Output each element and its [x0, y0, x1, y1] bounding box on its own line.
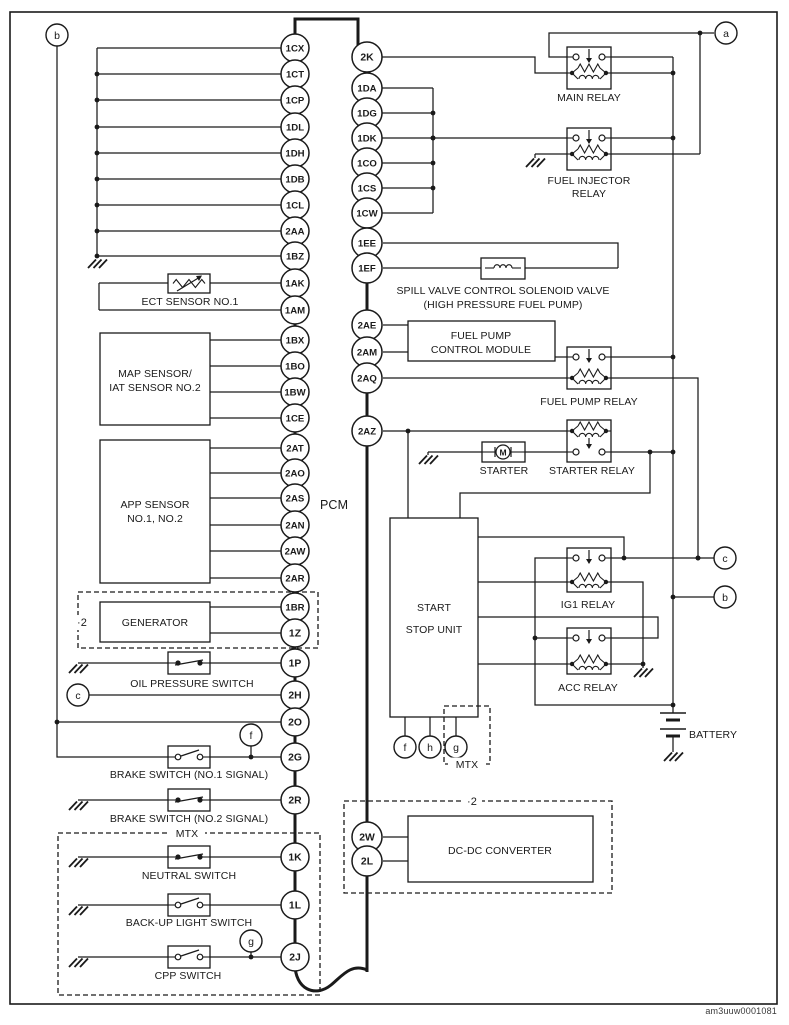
pin-2K: [352, 42, 382, 72]
junction-dot: [249, 955, 254, 960]
connector-label: f: [403, 741, 407, 754]
label-ig1-relay: IG1 RELAY: [560, 599, 616, 611]
ground-icon: [419, 456, 438, 465]
label-cpp-switch: CPP SWITCH: [154, 970, 222, 982]
pin-label: 1CX: [285, 43, 305, 55]
relay-contact: [573, 354, 579, 360]
pin-1CE: [281, 404, 309, 432]
relay-contact: [573, 135, 579, 141]
junction-dot: [671, 703, 676, 708]
junction-dot: [696, 556, 701, 561]
pin-label: 1L: [288, 900, 302, 912]
pin-label: 2AR: [285, 573, 305, 585]
pin-2AT: [281, 434, 309, 462]
pin-2AS: [281, 484, 309, 512]
pin-2G: [281, 743, 309, 771]
relay-contact: [599, 54, 605, 60]
ground-icon: [69, 665, 88, 674]
relay-contact: [599, 354, 605, 360]
pin-2J: [281, 943, 309, 971]
connector-label: g: [453, 741, 459, 754]
pin-label: 2AW: [284, 546, 306, 558]
pin-1DH: [281, 139, 309, 167]
junction-dot: [95, 203, 100, 208]
pin-label: 1DA: [357, 83, 377, 95]
pin-label: 1BO: [285, 361, 305, 373]
pin-label: 2AO: [285, 468, 305, 480]
connector-label: a: [723, 27, 729, 40]
junction-dot: [249, 755, 254, 760]
junction-dot: [95, 151, 100, 156]
relay-contact: [573, 555, 579, 561]
relay-contact: [599, 449, 605, 455]
start-stop-unit-box: [390, 518, 478, 717]
junction-dot: [671, 71, 676, 76]
ig1-relay-symbol: [567, 548, 611, 592]
pin-label: 1EE: [357, 238, 377, 250]
pin-1AK: [281, 269, 309, 297]
ground-icon: [88, 260, 107, 269]
main-relay-symbol: [567, 47, 611, 89]
label-acc-relay: ACC RELAY: [558, 682, 618, 694]
pin-label: 1AK: [285, 278, 305, 290]
pin-label: 1EF: [358, 263, 376, 275]
pin-label: 1K: [288, 852, 302, 864]
pin-1L: [281, 891, 309, 919]
label-spill-valve: SPILL VALVE CONTROL SOLENOID VALVE: [396, 285, 610, 297]
label-fuel-injector-relay: RELAY: [571, 188, 607, 200]
ground-icon: [69, 907, 88, 916]
note-generator: ·2: [77, 617, 87, 629]
pin-label: 1P: [288, 658, 302, 670]
junction-dot: [671, 450, 676, 455]
connector-g-cpp: [240, 930, 262, 952]
connector-label: f: [249, 729, 253, 742]
relay-contact: [599, 135, 605, 141]
pin-1EF: [352, 253, 382, 283]
acc-relay-symbol: [567, 628, 611, 674]
motor-letter: M: [499, 447, 507, 458]
junction-dot: [95, 229, 100, 234]
pin-label: 1DK: [357, 133, 377, 145]
pin-label: 1CO: [357, 158, 377, 170]
label-map-sensor: IAT SENSOR NO.2: [109, 382, 201, 394]
ground-icon: [634, 669, 653, 678]
connector-c-left: [67, 684, 89, 706]
relay-contact: [573, 635, 579, 641]
pin-label: 2AS: [285, 493, 305, 505]
pin-2AA: [281, 217, 309, 245]
pin-label: 2AZ: [357, 426, 377, 438]
label-backup-light-switch: BACK-UP LIGHT SWITCH: [125, 917, 253, 929]
pin-1BW: [281, 378, 309, 406]
label-neutral-switch: NEUTRAL SWITCH: [141, 870, 237, 882]
pin-2AW: [281, 537, 309, 565]
relay-contact: [573, 449, 579, 455]
pin-label: 2H: [288, 690, 302, 702]
pin-2O: [281, 708, 309, 736]
pin-2AO: [281, 459, 309, 487]
junction-dot: [698, 31, 703, 36]
oil-pressure-switch-symbol: [168, 652, 210, 674]
pin-label: 1Z: [288, 628, 302, 640]
ground-icon: [69, 802, 88, 811]
wire: [611, 582, 643, 664]
pin-label: 2AQ: [357, 373, 377, 385]
ect-thermistor-icon: [168, 274, 210, 293]
pin-1CW: [352, 198, 382, 228]
label-start-stop-unit: START: [417, 602, 451, 614]
label-fuel-pump-module: CONTROL MODULE: [430, 344, 532, 356]
pin-label: 2AT: [286, 443, 304, 455]
starter-relay-symbol: [567, 420, 611, 462]
connector-label: b: [722, 591, 728, 604]
label-dcdc-converter: DC-DC CONVERTER: [448, 845, 552, 857]
relay-contact: [599, 635, 605, 641]
label-app-sensor: NO.1, NO.2: [127, 513, 183, 525]
brake-switch-2-symbol: [168, 789, 210, 811]
label-battery: BATTERY: [689, 729, 738, 741]
brake-switch-1-symbol: [168, 746, 210, 768]
pin-label: 2W: [359, 832, 375, 844]
pin-label: 1CE: [285, 413, 305, 425]
connector-b-top-left: [46, 24, 68, 46]
pin-label: 2K: [360, 52, 374, 64]
pin-label: 2AE: [357, 320, 377, 332]
pin-1CL: [281, 191, 309, 219]
label-brake-switch-1: BRAKE SWITCH (NO.1 SIGNAL): [109, 769, 269, 781]
pin-1BX: [281, 326, 309, 354]
connector-label: h: [427, 741, 433, 754]
neutral-switch-symbol: [168, 846, 210, 868]
pin-label: 2R: [288, 795, 302, 807]
junction-dot: [95, 72, 100, 77]
junction-dot: [648, 450, 653, 455]
junction-dot: [406, 429, 411, 434]
wire: [382, 57, 567, 73]
label-mtx-left: MTX: [175, 828, 199, 840]
pin-label: 2AA: [285, 226, 305, 238]
backup-light-switch-symbol: [168, 894, 210, 916]
pin-label: 2O: [288, 717, 302, 729]
pin-label: 1BR: [285, 602, 305, 614]
label-fuel-pump-relay: FUEL PUMP RELAY: [540, 396, 638, 408]
label-starter-relay: STARTER RELAY: [549, 465, 635, 477]
ground-icon: [526, 159, 545, 168]
junction-dot: [95, 177, 100, 182]
relay-contact: [573, 54, 579, 60]
junction-dot: [533, 636, 538, 641]
label-generator: GENERATOR: [121, 617, 189, 629]
connector-b-right: [714, 586, 736, 608]
junction-dot: [671, 355, 676, 360]
connector-label: c: [75, 689, 81, 702]
connector-a-right: [715, 22, 737, 44]
connector-c-right: [714, 547, 736, 569]
junction-dot: [431, 111, 436, 116]
label-spill-valve: (HIGH PRESSURE FUEL PUMP): [423, 299, 583, 311]
label-pcm: PCM: [320, 498, 349, 512]
pin-2AN: [281, 511, 309, 539]
junction-dot: [95, 125, 100, 130]
pin-label: 2AM: [356, 347, 378, 359]
ground-icon: [664, 753, 683, 762]
junction-dot: [431, 186, 436, 191]
pin-2AR: [281, 564, 309, 592]
junction-dot: [55, 720, 60, 725]
starter-motor-icon: [482, 442, 525, 462]
junction-dot: [431, 136, 436, 141]
ground-icon: [69, 859, 88, 868]
pin-2H: [281, 681, 309, 709]
label-mtx-right: MTX: [455, 759, 479, 771]
ground-icon: [69, 959, 88, 968]
pin-label: 1CL: [285, 200, 305, 212]
pin-1BO: [281, 352, 309, 380]
connector-f-ssu: [394, 736, 416, 758]
pin-2AQ: [352, 363, 382, 393]
pin-2AE: [352, 310, 382, 340]
label-fuel-pump-module: FUEL PUMP: [450, 330, 512, 342]
fuel-injector-relay-symbol: [567, 128, 611, 170]
junction-dot: [671, 595, 676, 600]
label-starter: STARTER: [479, 465, 529, 477]
label-fuel-injector-relay: FUEL INJECTOR: [547, 175, 631, 187]
cpp-switch-symbol: [168, 946, 210, 968]
fuel-pump-relay-symbol: [567, 347, 611, 389]
watermark: am3uuw0001081: [705, 1006, 777, 1016]
pin-1K: [281, 843, 309, 871]
pin-1CP: [281, 86, 309, 114]
relay-contact: [599, 555, 605, 561]
pin-1DL: [281, 113, 309, 141]
pin-2AZ: [352, 416, 382, 446]
pin-1CT: [281, 60, 309, 88]
spill-valve-solenoid-icon: [481, 258, 525, 279]
junction-dot: [431, 161, 436, 166]
label-main-relay: MAIN RELAY: [557, 92, 621, 104]
pin-label: 1BX: [285, 335, 305, 347]
pin-1DB: [281, 165, 309, 193]
battery-icon: [660, 713, 686, 752]
pin-label: 1AM: [284, 305, 306, 317]
connector-label: g: [248, 935, 254, 948]
pin-1AM: [281, 296, 309, 324]
connector-h-ssu: [419, 736, 441, 758]
label-ect-sensor: ECT SENSOR NO.1: [141, 296, 239, 308]
label-app-sensor: APP SENSOR: [120, 499, 190, 511]
pin-label: 1DH: [285, 148, 305, 160]
junction-dot: [95, 254, 100, 259]
pin-1CX: [281, 34, 309, 62]
pin-1BR: [281, 593, 309, 621]
junction-dot: [95, 98, 100, 103]
note-dcdc: ·2: [467, 796, 477, 808]
app-sensor-box: [100, 440, 210, 583]
pin-label: 1BZ: [285, 251, 305, 263]
label-map-sensor: MAP SENSOR/: [118, 368, 192, 380]
pin-label: 2G: [288, 752, 302, 764]
pin-label: 1CT: [285, 69, 305, 81]
pin-label: 1DL: [285, 122, 305, 134]
label-oil-pressure-switch: OIL PRESSURE SWITCH: [130, 678, 254, 690]
connector-label: c: [722, 552, 728, 565]
connector-f-brake: [240, 724, 262, 746]
pin-2R: [281, 786, 309, 814]
junction-dot: [641, 662, 646, 667]
junction-dot: [622, 556, 627, 561]
pin-label: 2AN: [285, 520, 305, 532]
junction-dot: [671, 136, 676, 141]
connector-label: b: [54, 29, 60, 42]
pin-label: 1DG: [357, 108, 377, 120]
pin-1P: [281, 649, 309, 677]
pin-label: 1DB: [285, 174, 305, 186]
pin-2L: [352, 846, 382, 876]
pin-1Z: [281, 619, 309, 647]
pin-1BZ: [281, 242, 309, 270]
bus-break-curve: [295, 964, 367, 991]
label-start-stop-unit: STOP UNIT: [405, 624, 463, 636]
pin-label: 1CP: [285, 95, 305, 107]
pin-label: 2J: [289, 952, 301, 964]
pin-label: 1CS: [357, 183, 377, 195]
label-brake-switch-2: BRAKE SWITCH (NO.2 SIGNAL): [109, 813, 269, 825]
pin-label: 2L: [360, 856, 374, 868]
pin-label: 1BW: [284, 387, 306, 399]
pin-label: 1CW: [356, 208, 378, 220]
connector-g-ssu: [445, 736, 467, 758]
